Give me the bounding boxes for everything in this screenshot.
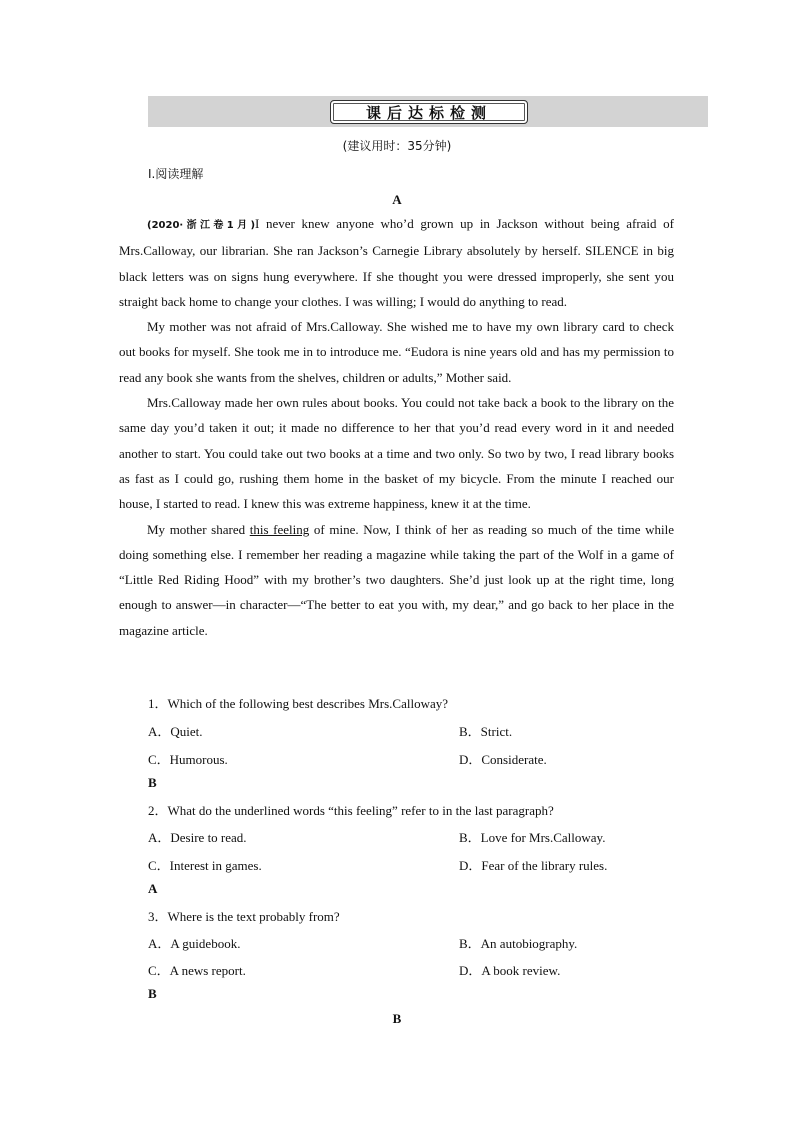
section-label: Ⅰ.阅读理解 bbox=[148, 167, 204, 181]
q3-option-d: D．A book review. bbox=[459, 963, 561, 978]
title-banner bbox=[148, 96, 708, 127]
passage-b-label: B bbox=[392, 1011, 402, 1026]
question-1-stem: 1．Which of the following best describes Mrs.Calloway? bbox=[148, 696, 449, 711]
question-2-stem: 2．What do the underlined words “this feeling” refer to in the last paragraph? bbox=[148, 803, 554, 818]
paragraph-1-text: I never knew anyone who’d grown up in Jackson without being afraid of Mrs.Calloway, our librarian. She ran Jackson’s Carnegie Library absolutely by herself. SILENCE in big black letters was on signs hung everywhere. If she thought you were dressed improperly, she sent you straight back home to change your clothes. I was willing; I would do anything to read. bbox=[119, 216, 674, 309]
source-tag: (2020·浙江卷1月) bbox=[147, 220, 256, 231]
paragraph-3: Mrs.Calloway made her own rules about books. You could not take back a book to the library on the same day you’d taken it out; it made no difference to her that you’d read every word in it and needed another to start. You could take out two books at a time and two only. So two by two, I read library books as fast as I could go, rushing them home in the basket of my bicycle. From the minute I reached our house, I started to read. I knew this was extreme happiness, knew it at the time. bbox=[119, 395, 674, 512]
paragraph-4-start: My mother shared bbox=[147, 521, 250, 537]
q3-option-a: A．A guidebook. bbox=[148, 936, 241, 951]
q3-option-b: B．An autobiography. bbox=[459, 936, 578, 951]
question-3-stem: 3．Where is the text probably from? bbox=[148, 909, 340, 924]
q1-option-c: C．Humorous. bbox=[148, 752, 228, 767]
q2-option-a: A．Desire to read. bbox=[148, 830, 247, 845]
q2-option-c: C．Interest in games. bbox=[148, 858, 262, 873]
paragraph-1 bbox=[119, 211, 674, 314]
time-note: (建议用时：35分钟) bbox=[342, 139, 452, 153]
passage-a bbox=[119, 211, 674, 643]
q2-option-b: B．Love for Mrs.Calloway. bbox=[459, 830, 606, 845]
paragraph-2: My mother was not afraid of Mrs.Calloway. She wished me to have my own library card to check out books for myself. She took me in to introduce me. “Eudora is nine years old and has my permission to read any book she wants from the shelves, children or adults,” Mother said. bbox=[119, 319, 674, 385]
paragraph-4-end: of mine. Now, I think of her as reading so much of the time while doing something else. I remember her reading a magazine while taking the part of the Wolf in a game of “Little Red Riding Hood” with my brother’s two daughters. She’d just look up at the right time, long enough to answer—in character—“The better to eat you with, my dear,” and go back to her place in the magazine article. bbox=[119, 521, 674, 638]
passage-a-label: A bbox=[392, 192, 402, 207]
q1-option-a: A．Quiet. bbox=[148, 724, 203, 739]
page-title: 课后达标检测 bbox=[330, 100, 528, 124]
q2-answer: A bbox=[148, 881, 158, 896]
q2-option-d: D．Fear of the library rules. bbox=[459, 858, 608, 873]
paragraph-4 bbox=[119, 517, 674, 643]
q1-option-d: D．Considerate. bbox=[459, 752, 547, 767]
q1-answer: B bbox=[148, 775, 157, 790]
q1-option-b: B．Strict. bbox=[459, 724, 513, 739]
q3-option-c: C．A news report. bbox=[148, 963, 246, 978]
q3-answer: B bbox=[148, 986, 157, 1001]
underlined-phrase: this feeling bbox=[249, 521, 310, 537]
